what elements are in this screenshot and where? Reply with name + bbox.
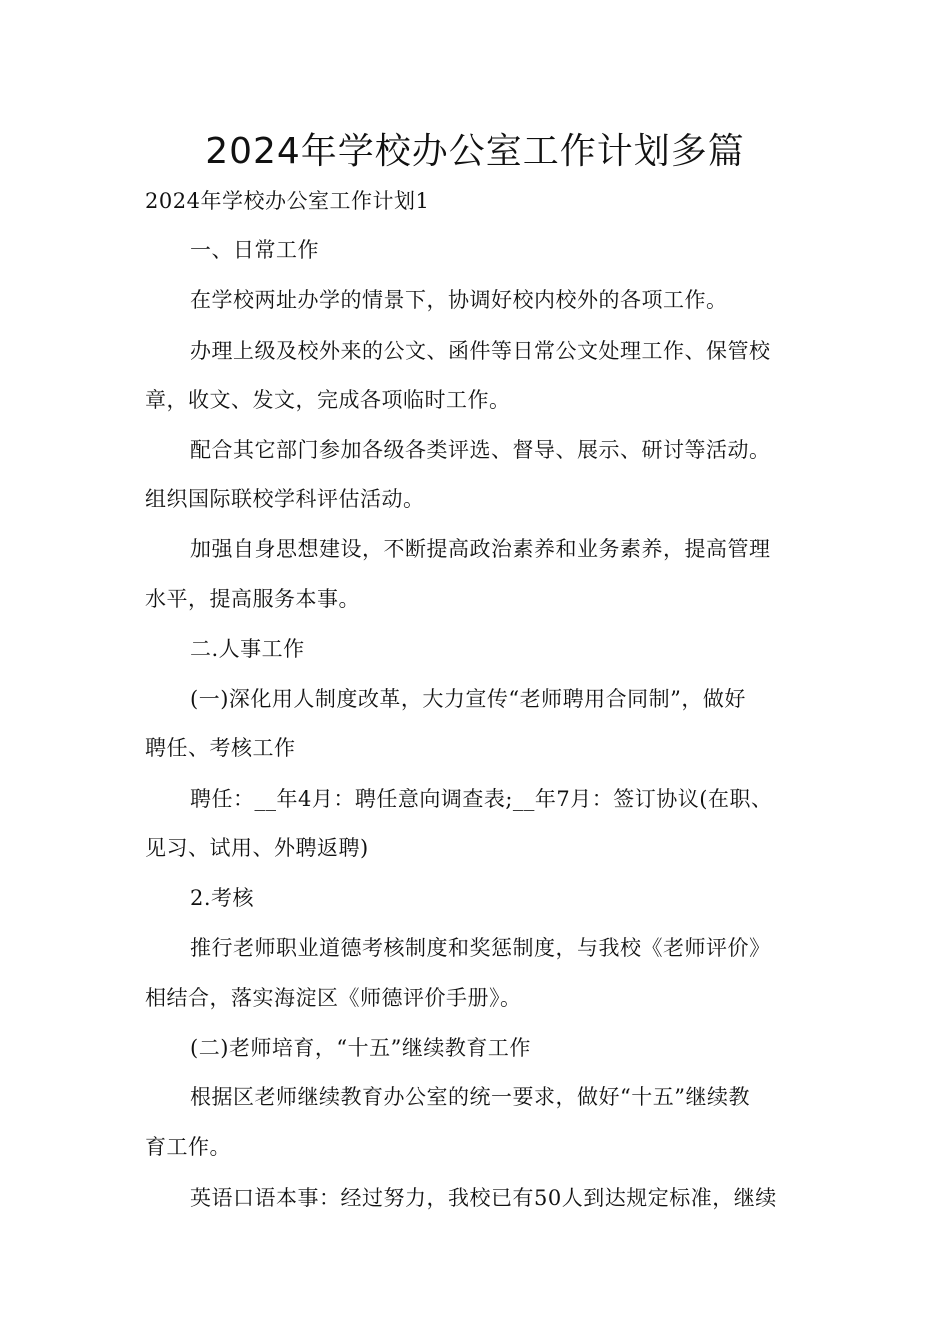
subheading-daily-work: 一、日常工作 (190, 238, 319, 262)
paragraph-line: 育工作。 (145, 1135, 231, 1159)
paragraph-line: (一)深化用人制度改革，大力宣传“老师聘用合同制”，做好 (190, 687, 746, 711)
paragraph-line: 章，收文、发文，完成各项临时工作。 (145, 388, 511, 412)
subheading-personnel-work: 二.人事工作 (190, 637, 305, 661)
paragraph-line: 水平，提高服务本事。 (145, 587, 360, 611)
subheading-teacher-training: (二)老师培育，“十五”继续教育工作 (190, 1036, 531, 1060)
paragraph-line: 加强自身思想建设，不断提高政治素养和业务素养，提高管理 (190, 537, 771, 561)
paragraph-line: 聘任、考核工作 (145, 736, 296, 760)
paragraph-line: 见习、试用、外聘返聘) (145, 836, 369, 860)
paragraph-line: 根据区老师继续教育办公室的统一要求，做好“十五”继续教 (190, 1085, 750, 1109)
subheading-assessment: 2.考核 (190, 886, 255, 910)
paragraph-line: 相结合，落实海淀区《师德评价手册》。 (145, 986, 522, 1010)
section-heading-plan-1: 2024年学校办公室工作计划1 (145, 189, 430, 213)
paragraph-line: 推行老师职业道德考核制度和奖惩制度，与我校《老师评价》 (190, 936, 771, 960)
paragraph-line: 配合其它部门参加各级各类评选、督导、展示、研讨等活动。 (190, 438, 771, 462)
paragraph-line: 英语口语本事：经过努力，我校已有50人到达规定标准，继续 (190, 1186, 777, 1210)
paragraph-line: 办理上级及校外来的公文、函件等日常公文处理工作、保管校 (190, 339, 771, 363)
paragraph-line: 聘任：__年4月：聘任意向调查表;__年7月：签订协议(在职、 (190, 787, 773, 811)
paragraph-line: 组织国际联校学科评估活动。 (145, 487, 425, 511)
document-title: 2024年学校办公室工作计划多篇 (205, 131, 745, 172)
paragraph-line: 在学校两址办学的情景下，协调好校内校外的各项工作。 (190, 288, 728, 312)
